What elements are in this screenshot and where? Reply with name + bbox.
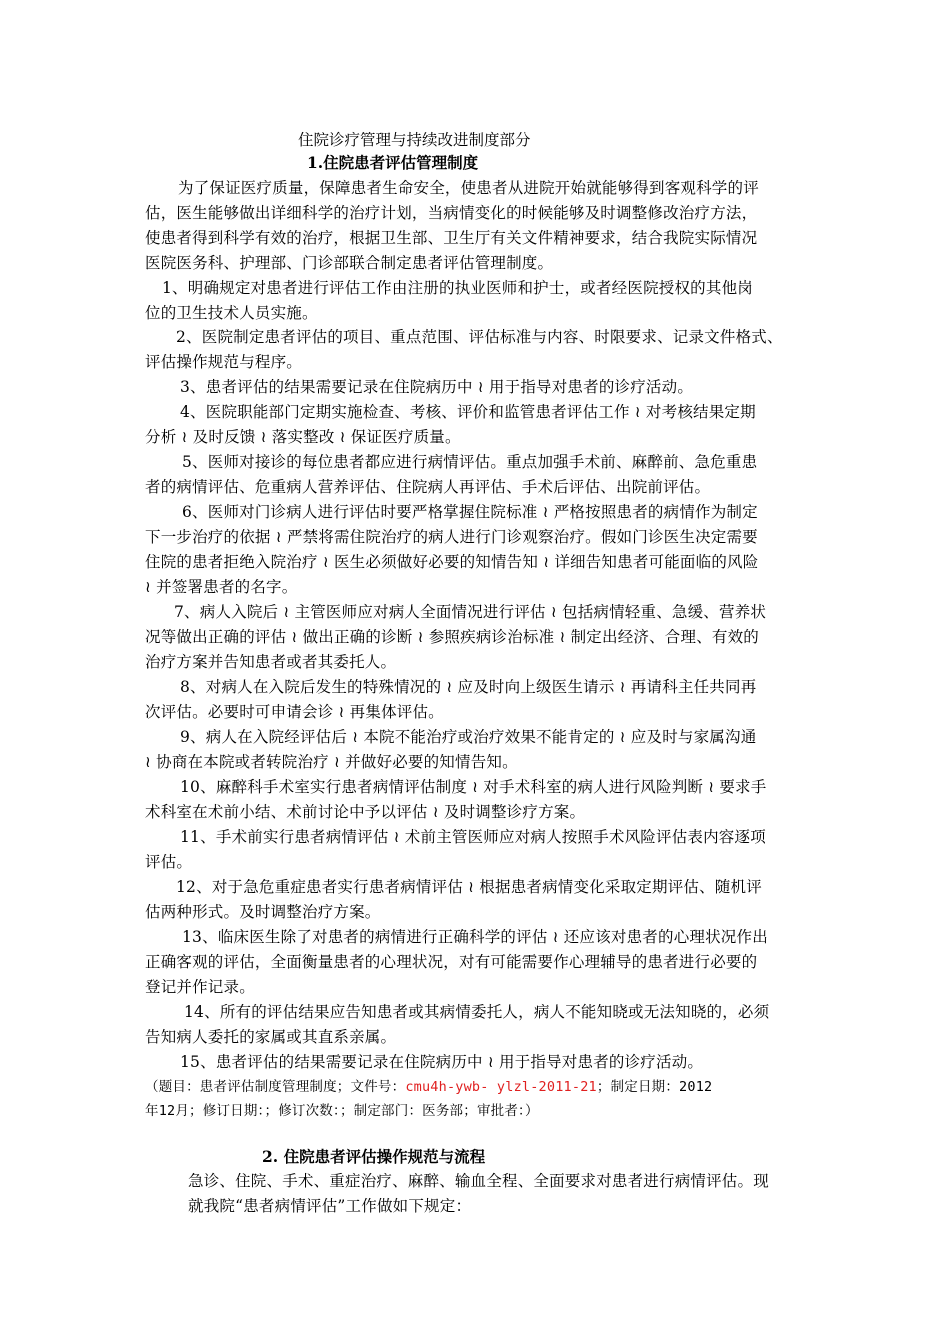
document-meta-line-2: 年12月；修订日期：；修订次数：；制定部门：医务部；审批者：）: [145, 1103, 539, 1119]
meta-suffix: ；制定日期：2012: [596, 1079, 713, 1095]
section1-title: 1.住院患者评估管理制度: [307, 153, 479, 172]
paragraph-line: 7、病人入院后 ≀ 主管医师应对病人全面情况进行评估 ≀ 包括病情轻重、急缓、营养状: [174, 603, 767, 621]
paragraph-line: 位的卫生技术人员实施。: [145, 304, 318, 322]
section2-title: 2. 住院患者评估操作规范与流程: [262, 1147, 486, 1166]
paragraph-line: ≀ 并签署患者的名字。: [145, 578, 298, 596]
paragraph-line: 评估。: [145, 853, 193, 871]
paragraph-line: 5、医师对接诊的每位患者都应进行病情评估。重点加强手术前、麻醉前、急危重患: [182, 453, 758, 471]
paragraph-line: 告知病人委托的家属或其直系亲属。: [145, 1028, 397, 1046]
paragraph-line: 住院的患者拒绝入院治疗 ≀ 医生必须做好必要的知情告知 ≀ 详细告知患者可能面临的风险: [145, 553, 759, 571]
section2-paragraph-line: 急诊、住院、手术、重症治疗、麻醉、输血全程、全面要求对患者进行病情评估。现: [188, 1172, 769, 1190]
paragraph-line: 评估操作规范与程序。: [145, 353, 303, 371]
paragraph-line: 为了保证医疗质量，保障患者生命安全，使患者从进院开始就能够得到客观科学的评: [178, 179, 759, 197]
paragraph-line: 次评估。必要时可申请会诊 ≀ 再集体评估。: [145, 703, 444, 721]
paragraph-line: 治疗方案并告知患者或者其委托人。: [145, 653, 397, 671]
paragraph-line: 正确客观的评估，全面衡量患者的心理状况，对有可能需要作心理辅导的患者进行必要的: [145, 953, 758, 971]
paragraph-line: 11、手术前实行患者病情评估 ≀ 术前主管医师应对病人按照手术风险评估表内容逐项: [180, 828, 766, 846]
paragraph-line: 1、明确规定对患者进行评估工作由注册的执业医师和护士，或者经医院授权的其他岗: [162, 279, 753, 297]
paragraph-line: 9、病人在入院经评估后 ≀ 本院不能治疗或治疗效果不能肯定的 ≀ 应及时与家属沟通: [180, 728, 757, 746]
paragraph-line: 估，医生能够做出详细科学的治疗计划，当病情变化的时候能够及时调整修改治疗方法，: [145, 204, 758, 222]
paragraph-line: 者的病情评估、危重病人营养评估、住院病人再评估、手术后评估、出院前评估。: [145, 478, 711, 496]
document-meta-line: [145, 1075, 712, 1099]
paragraph-line: 况等做出正确的评估 ≀ 做出正确的诊断 ≀ 参照疾病诊治标准 ≀ 制定出经济、合理、有效的: [145, 628, 760, 646]
paragraph-line: 15、患者评估的结果需要记录在住院病历中 ≀ 用于指导对患者的诊疗活动。: [180, 1053, 704, 1071]
document-header: 住院诊疗管理与持续改进制度部分: [298, 131, 531, 149]
paragraph-line: 8、对病人在入院后发生的特殊情况的 ≀ 应及时向上级医生请示 ≀ 再请科主任共同再: [180, 678, 757, 696]
paragraph-line: 12、对于急危重症患者实行患者病情评估 ≀ 根据患者病情变化采取定期评估、随机评: [176, 878, 762, 896]
meta-prefix: （题目：患者评估制度管理制度；文件号：: [145, 1079, 406, 1095]
paragraph-line: 医院医务科、护理部、门诊部联合制定患者评估管理制度。: [145, 254, 554, 272]
paragraph-line: 分析 ≀ 及时反馈 ≀ 落实整改 ≀ 保证医疗质量。: [145, 428, 461, 446]
paragraph-line: 估两种形式。及时调整治疗方案。: [145, 903, 381, 921]
paragraph-line: 3、患者评估的结果需要记录在住院病历中 ≀ 用于指导对患者的诊疗活动。: [180, 378, 694, 396]
paragraph-line: ≀ 协商在本院或者转院治疗 ≀ 并做好必要的知情告知。: [145, 753, 518, 771]
paragraph-line: 2、医院制定患者评估的项目、重点范围、评估标准与内容、时限要求、记录文件格式、: [176, 328, 783, 346]
paragraph-line: 4、医院职能部门定期实施检查、考核、评价和监管患者评估工作 ≀ 对考核结果定期: [180, 403, 756, 421]
document-number: cmu4h-ywb- ylzl-2011-21: [405, 1079, 597, 1095]
paragraph-line: 14、所有的评估结果应告知患者或其病情委托人，病人不能知晓或无法知晓的，必须: [184, 1003, 770, 1021]
paragraph-line: 下一步治疗的依据 ≀ 严禁将需住院治疗的病人进行门诊观察治疗。假如门诊医生决定需要: [145, 528, 758, 546]
paragraph-line: 术科室在术前小结、术前讨论中予以评估 ≀ 及时调整诊疗方案。: [145, 803, 586, 821]
paragraph-line: 6、医师对门诊病人进行评估时要严格掌握住院标准 ≀ 严格按照患者的病情作为制定: [182, 503, 758, 521]
paragraph-line: 10、麻醉科手术室实行患者病情评估制度 ≀ 对手术科室的病人进行风险判断 ≀ 要求手: [180, 778, 767, 796]
section2-paragraph-line: 就我院“患者病情评估”工作做如下规定：: [188, 1197, 472, 1215]
paragraph-line: 使患者得到科学有效的治疗，根据卫生部、卫生厅有关文件精神要求，结合我院实际情况: [145, 229, 758, 247]
paragraph-line: 13、临床医生除了对患者的病情进行正确科学的评估 ≀ 还应该对患者的心理状况作出: [182, 928, 768, 946]
paragraph-line: 登记并作记录。: [145, 978, 255, 996]
